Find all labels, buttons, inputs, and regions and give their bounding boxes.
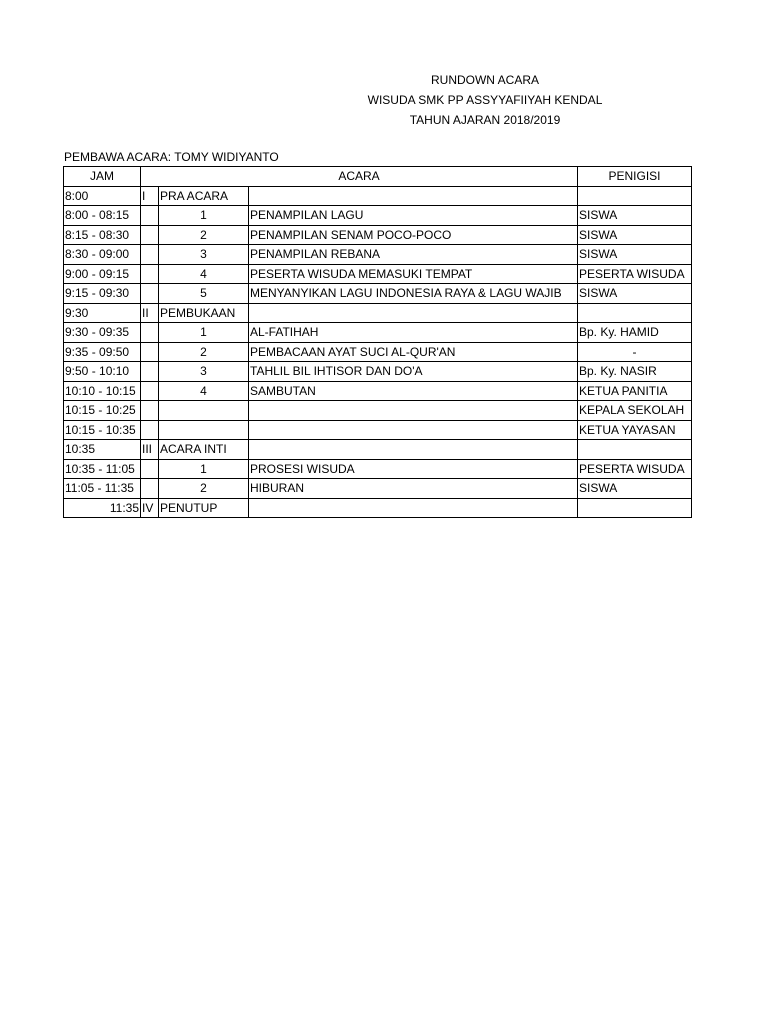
section-number: I: [141, 186, 159, 206]
time-cell: 8:00: [64, 186, 141, 206]
item-number: [159, 420, 249, 440]
item-number: 1: [159, 459, 249, 479]
pengisi-cell: [578, 303, 692, 323]
acara-cell: PENAMPILAN REBANA: [249, 245, 578, 265]
time-cell: 10:15 - 10:25: [64, 401, 141, 421]
rundown-table: [63, 166, 692, 518]
pengisi-cell: SISWA: [578, 206, 692, 226]
pengisi-cell: [578, 440, 692, 460]
column-header-jam: JAM: [64, 167, 141, 187]
item-number: [159, 401, 249, 421]
time-cell: 9:50 - 10:10: [64, 362, 141, 382]
section-number: [141, 206, 159, 226]
acara-cell: PEMBACAAN AYAT SUCI AL-QUR'AN: [249, 342, 578, 362]
time-cell: 8:15 - 08:30: [64, 225, 141, 245]
section-number: [141, 245, 159, 265]
column-header-acara: ACARA: [141, 167, 578, 187]
pengisi-cell: SISWA: [578, 225, 692, 245]
item-number: 3: [159, 362, 249, 382]
table-row: [64, 420, 692, 440]
section-number: [141, 264, 159, 284]
acara-cell: [249, 303, 578, 323]
section-row: [64, 186, 692, 206]
pengisi-cell: KETUA PANITIA: [578, 381, 692, 401]
table-row: [64, 225, 692, 245]
table-row: [64, 264, 692, 284]
table-row: [64, 323, 692, 343]
acara-cell: SAMBUTAN: [249, 381, 578, 401]
acara-cell: AL-FATIHAH: [249, 323, 578, 343]
section-number: [141, 401, 159, 421]
section-row: [64, 303, 692, 323]
header-academic-year: TAHUN AJARAN 2018/2019: [409, 113, 561, 127]
section-number: [141, 362, 159, 382]
time-cell: 9:00 - 09:15: [64, 264, 141, 284]
header-event: WISUDA SMK PP ASSYYAFIIYAH KENDAL: [367, 93, 603, 107]
pengisi-cell: Bp. Ky. NASIR: [578, 362, 692, 382]
header-title: RUNDOWN ACARA: [430, 73, 539, 87]
section-number: [141, 459, 159, 479]
table-row: [64, 206, 692, 226]
acara-cell: TAHLIL BIL IHTISOR DAN DO'A: [249, 362, 578, 382]
acara-cell: [249, 440, 578, 460]
item-number: 4: [159, 381, 249, 401]
pengisi-cell: KETUA YAYASAN: [578, 420, 692, 440]
item-number: 5: [159, 284, 249, 304]
pengisi-cell: [578, 186, 692, 206]
acara-cell: HIBURAN: [249, 479, 578, 499]
item-number: 1: [159, 323, 249, 343]
time-cell: 8:30 - 09:00: [64, 245, 141, 265]
pengisi-cell: PESERTA WISUDA: [578, 264, 692, 284]
pengisi-cell: KEPALA SEKOLAH: [578, 401, 692, 421]
acara-cell: [249, 186, 578, 206]
table-row: [64, 284, 692, 304]
acara-cell: PROSESI WISUDA: [249, 459, 578, 479]
item-number: 2: [159, 342, 249, 362]
section-title: PRA ACARA: [159, 186, 249, 206]
acara-cell: PENAMPILAN LAGU: [249, 206, 578, 226]
table-row: [64, 459, 692, 479]
section-number: [141, 225, 159, 245]
section-row: [64, 440, 692, 460]
pengisi-cell: SISWA: [578, 245, 692, 265]
pengisi-cell: Bp. Ky. HAMID: [578, 323, 692, 343]
section-title: PEMBUKAAN: [159, 303, 249, 323]
time-cell: 9:30: [64, 303, 141, 323]
document-header: [0, 70, 768, 130]
section-title: ACARA INTI: [159, 440, 249, 460]
pengisi-cell: PESERTA WISUDA: [578, 459, 692, 479]
mc-label: PEMBAWA ACARA: TOMY WIDIYANTO: [64, 150, 279, 164]
section-number: [141, 284, 159, 304]
time-cell: 8:00 - 08:15: [64, 206, 141, 226]
section-number: [141, 342, 159, 362]
pengisi-cell: SISWA: [578, 284, 692, 304]
item-number: 4: [159, 264, 249, 284]
acara-cell: PENAMPILAN SENAM POCO-POCO: [249, 225, 578, 245]
section-number: IV: [141, 498, 159, 518]
acara-cell: [249, 498, 578, 518]
pengisi-cell: [578, 498, 692, 518]
time-cell: 11:05 - 11:35: [64, 479, 141, 499]
table-row: [64, 342, 692, 362]
column-header-penigisi: PENIGISI: [578, 167, 692, 187]
item-number: 1: [159, 206, 249, 226]
pengisi-cell: -: [578, 342, 692, 362]
section-number: III: [141, 440, 159, 460]
acara-cell: MENYANYIKAN LAGU INDONESIA RAYA & LAGU WAJIB: [249, 284, 578, 304]
section-number: [141, 479, 159, 499]
section-number: [141, 323, 159, 343]
time-cell: 10:35 - 11:05: [64, 459, 141, 479]
table-row: [64, 362, 692, 382]
table-row: [64, 401, 692, 421]
acara-cell: [249, 401, 578, 421]
table-body: [64, 186, 692, 518]
table-row: [64, 381, 692, 401]
time-cell: 10:15 - 10:35: [64, 420, 141, 440]
time-cell: 11:35: [64, 498, 141, 518]
section-number: II: [141, 303, 159, 323]
time-cell: 10:35: [64, 440, 141, 460]
item-number: 3: [159, 245, 249, 265]
time-cell: 10:10 - 10:15: [64, 381, 141, 401]
acara-cell: PESERTA WISUDA MEMASUKI TEMPAT: [249, 264, 578, 284]
section-number: [141, 420, 159, 440]
time-cell: 9:30 - 09:35: [64, 323, 141, 343]
section-title: PENUTUP: [159, 498, 249, 518]
table-row: [64, 245, 692, 265]
pengisi-cell: SISWA: [578, 479, 692, 499]
time-cell: 9:35 - 09:50: [64, 342, 141, 362]
section-row: [64, 498, 692, 518]
item-number: 2: [159, 479, 249, 499]
table-header-row: [64, 167, 692, 187]
item-number: 2: [159, 225, 249, 245]
acara-cell: [249, 420, 578, 440]
section-number: [141, 381, 159, 401]
table-row: [64, 479, 692, 499]
time-cell: 9:15 - 09:30: [64, 284, 141, 304]
